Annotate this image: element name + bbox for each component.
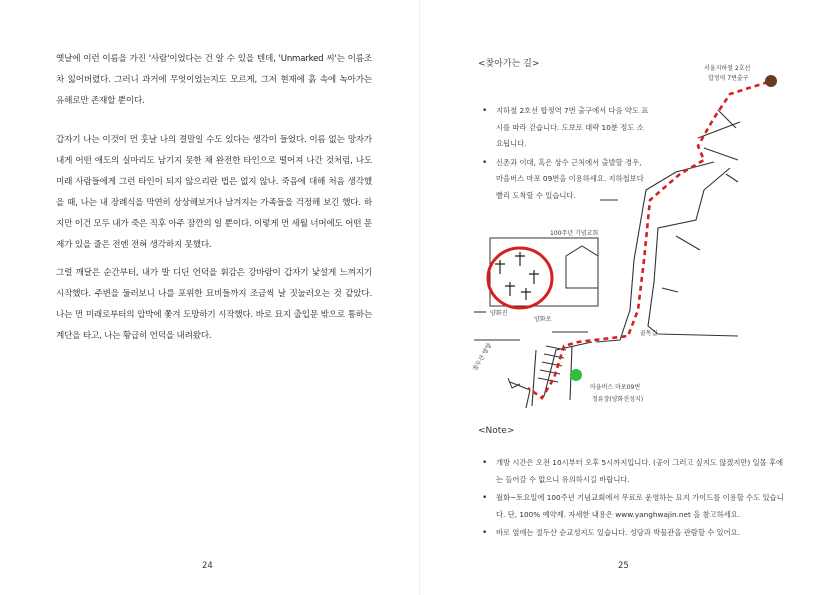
direction-item: • 신촌과 이대, 혹은 상수 근처에서 출발할 경우, 마을버스 마포 09번을 이용하세요. 지하철보다 빨리 도착할 수 있습니다. [482,155,650,205]
directions-heading: <찾아가는 길> [478,59,540,69]
page-number-right: 25 [618,561,629,571]
map-label-small-street: 골목길 [640,330,658,337]
roads [474,110,740,408]
map-label-station-exit: 합정역 7번출구 [708,75,749,82]
map-label-bus-stop: 마을버스 마포09번 [590,384,641,391]
note-item: • 개방 시간은 오전 10시부터 오후 5시까지입니다. (공이 그러고 싶지도 않겠지만) 일몰 후에는 들어갈 수 없으니 유의하시길 바랍니다. [482,455,788,488]
route-map [468,50,788,435]
direction-item: • 지하철 2호선 합정역 7번 출구에서 다음 약도 표시를 따라 걷습니다. 도보로 대략 10분 정도 소요됩니다. [482,103,650,153]
map-label-yanghwa-road: 양화로 [534,316,552,323]
map-drawing [468,50,788,435]
note-heading: <Note> [478,426,515,436]
note-item: • 바로 옆에는 절두산 순교성지도 있습니다. 성당과 박물관을 관람할 수 있어요. [482,525,788,542]
bus-stop-marker [570,369,582,381]
map-label-station: 서울지하철 2호선 [704,65,751,72]
paragraph-2: 갑자기 나는 이것이 먼 훗날 나의 결말일 수도 있다는 생각이 들었다. 이름 없는 망자가 내게 어떤 애도의 실마리도 남기지 못한 채 완전한 타인으로 떨어져 나간 것처럼, 나도 미래 사람들에게 그런 타인이 되지 않으리란 법은 없지 않나. 죽음에 대해 처음 생각했을 때, 나는 내 장례식을 막연히 상상해보거나 남겨지는 가족들을 걱정해 보긴 했다. 하지만 이건 모두 내가 죽은 직후 아주 잠깐의 일 뿐이다. 이렇게 먼 세월 너머에도 어떤 문제가 있을 줄은 전엔 전혀 생각하지 못했다. [56,135,372,250]
map-label-yanghwajin: 양화진 [490,310,508,317]
subway-station-marker [765,75,777,87]
paragraph-3: 그럴 깨달은 순간부터, 내가 발 디딘 언덕을 휘감은 강바람이 갑자기 낯설게 느껴지기 시작했다. 주변을 둘러보니 나를 포위한 묘비들까지 조금씩 날 짓눌러오는 것 같았다. 나는 먼 미래로부터의 압박에 쫓겨 도망하기 시작했다. 바로 묘지 출입문 밖으로 통하는 계단을 타고, 나는 황급히 언덕을 내려왔다. [56,268,372,341]
cross-icon [495,252,539,300]
paragraph-1: 옛날에 이런 이름을 가진 '사람'이었다는 건 알 수 있을 텐데, 'Unmarked 씨'는 이름조차 잃어버렸다. 그러니 과거에 무엇이었는지도 모르게, 그저 현재에 흙 속에 녹아가는 유해로만 존재할 뿐이다. [56,54,372,106]
walking-route [528,82,768,398]
note-list [482,455,788,542]
stairs [538,346,566,382]
map-label-cliff: 절두산 방향 [471,342,494,373]
page-number-left: 24 [202,561,213,571]
note-item: • 월화~토요일에 100주년 기념교회에서 무료로 운영하는 묘지 가이드를 이용할 수도 있습니다. 단, 100% 예약제. 자세한 내용은 www.yanghwajin.net 을 참고하세요. [482,490,788,523]
church-icon [566,246,598,288]
map-label-bus-stop-place: 정류장(양화진성지) [592,396,644,403]
map-label-church: 100주년 기념교회 [550,230,599,237]
direction-arrow-icon [508,378,520,388]
